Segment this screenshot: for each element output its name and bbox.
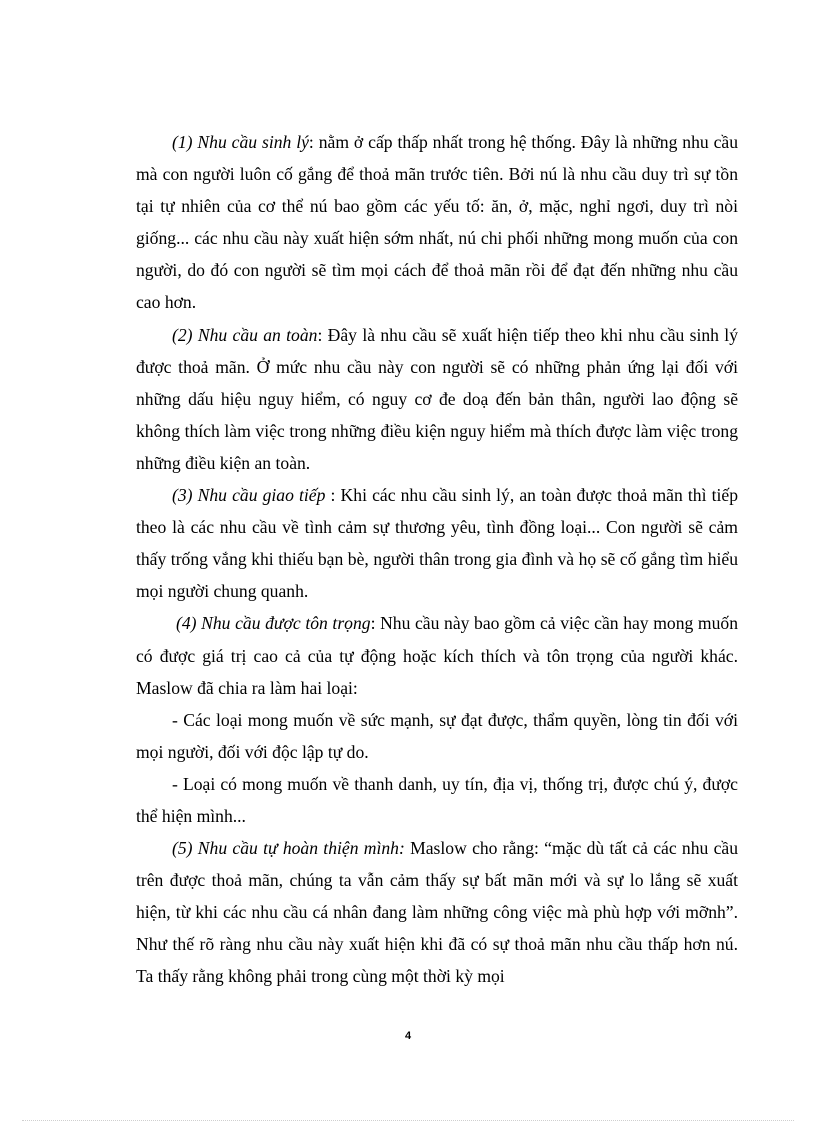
term-social-needs: (3) Nhu cầu giao tiếp — [172, 485, 326, 506]
paragraph-text: Maslow cho rằng: “mặc dù tất cả các nhu cầu trên được thoả mãn, chúng ta vẫn cảm thấy sự bất mãn mới và sự lo lắng sẽ xuất hiện, từ khi các nhu cầu cá nhân đang làm những công việc mà phù hợp với mỡnh”. Như thế rõ ràng nhu cầu này xuất hiện khi đã có sự thoả mãn nhu cầu thấp hơn nú. Ta thấy rằng không phải trong cùng một thời kỳ mọi — [136, 838, 738, 987]
paragraph-physiological-needs — [136, 126, 738, 319]
term-physiological-needs: (1) Nhu cầu sinh lý — [172, 132, 309, 152]
paragraph-text: : Nhu cầu này bao gồm cả việc cần hay mong muốn có được giá trị cao cả của tự động hoặc kích thích và tôn trọng của người khác. Maslow đã chia ra làm hai loại: — [136, 613, 738, 698]
list-item-esteem-type-2 — [136, 768, 738, 832]
paragraph-self-actualization — [136, 832, 738, 992]
paragraph-esteem-needs — [136, 607, 738, 703]
paragraph-text: : Khi các nhu cầu sinh lý, an toàn được thoả mãn thì tiếp theo là các nhu cầu về tình cảm sự thương yêu, tình đồng loại... Con người sẽ cảm thấy trống vắng khi thiếu bạn bè, người thân trong gia đình và họ sẽ cố gắng tìm hiểu mọi người chung quanh. — [136, 485, 738, 602]
list-item-text: - Các loại mong muốn về sức mạnh, sự đạt được, thẩm quyền, lòng tin đối với mọi người, đối với độc lập tự do. — [136, 709, 738, 762]
page-bottom-divider — [22, 1120, 794, 1121]
document-body — [136, 126, 738, 993]
paragraph-social-needs — [136, 479, 738, 607]
paragraph-text: : Đây là nhu cầu sẽ xuất hiện tiếp theo khi nhu cầu sinh lý được thoả mãn. Ở mức nhu cầu này con người sẽ có những phản ứng lại đối với những dấu hiệu nguy hiểm, có nguy cơ đe doạ đến bản thân, người lao động sẽ không thích làm việc trong những điều kiện nguy hiểm mà thích được làm việc trong những điều kiện an toàn. — [136, 324, 738, 473]
paragraph-safety-needs — [136, 319, 738, 479]
term-esteem-needs: (4) Nhu cầu được tôn trọng — [176, 613, 371, 634]
term-safety-needs: (2) Nhu cầu an toàn — [172, 324, 318, 345]
term-self-actualization: (5) Nhu cầu tự hoàn thiện mình: — [172, 838, 405, 859]
paragraph-text: : nằm ở cấp thấp nhất trong hệ thống. Đây là những nhu cầu mà con người luôn cố gắng để thoả mãn trước tiên. Bởi nú là nhu cầu duy trì sự tồn tại tự nhiên của cơ thể nú bao gồm các yếu tố: ăn, ở, mặc, nghỉ ngơi, duy trì nòi giống... các nhu cầu này xuất hiện sớm nhất, nú chi phối những mong muốn của con người, do đó con người sẽ tìm mọi cách để thoả mãn rồi để đạt đến những nhu cầu cao hơn. — [136, 132, 738, 313]
list-item-text: - Loại có mong muốn về thanh danh, uy tín, địa vị, thống trị, được chú ý, được thể hiện mình... — [136, 773, 738, 826]
list-item-esteem-type-1 — [136, 704, 738, 768]
page-number: 4 — [404, 1030, 412, 1042]
